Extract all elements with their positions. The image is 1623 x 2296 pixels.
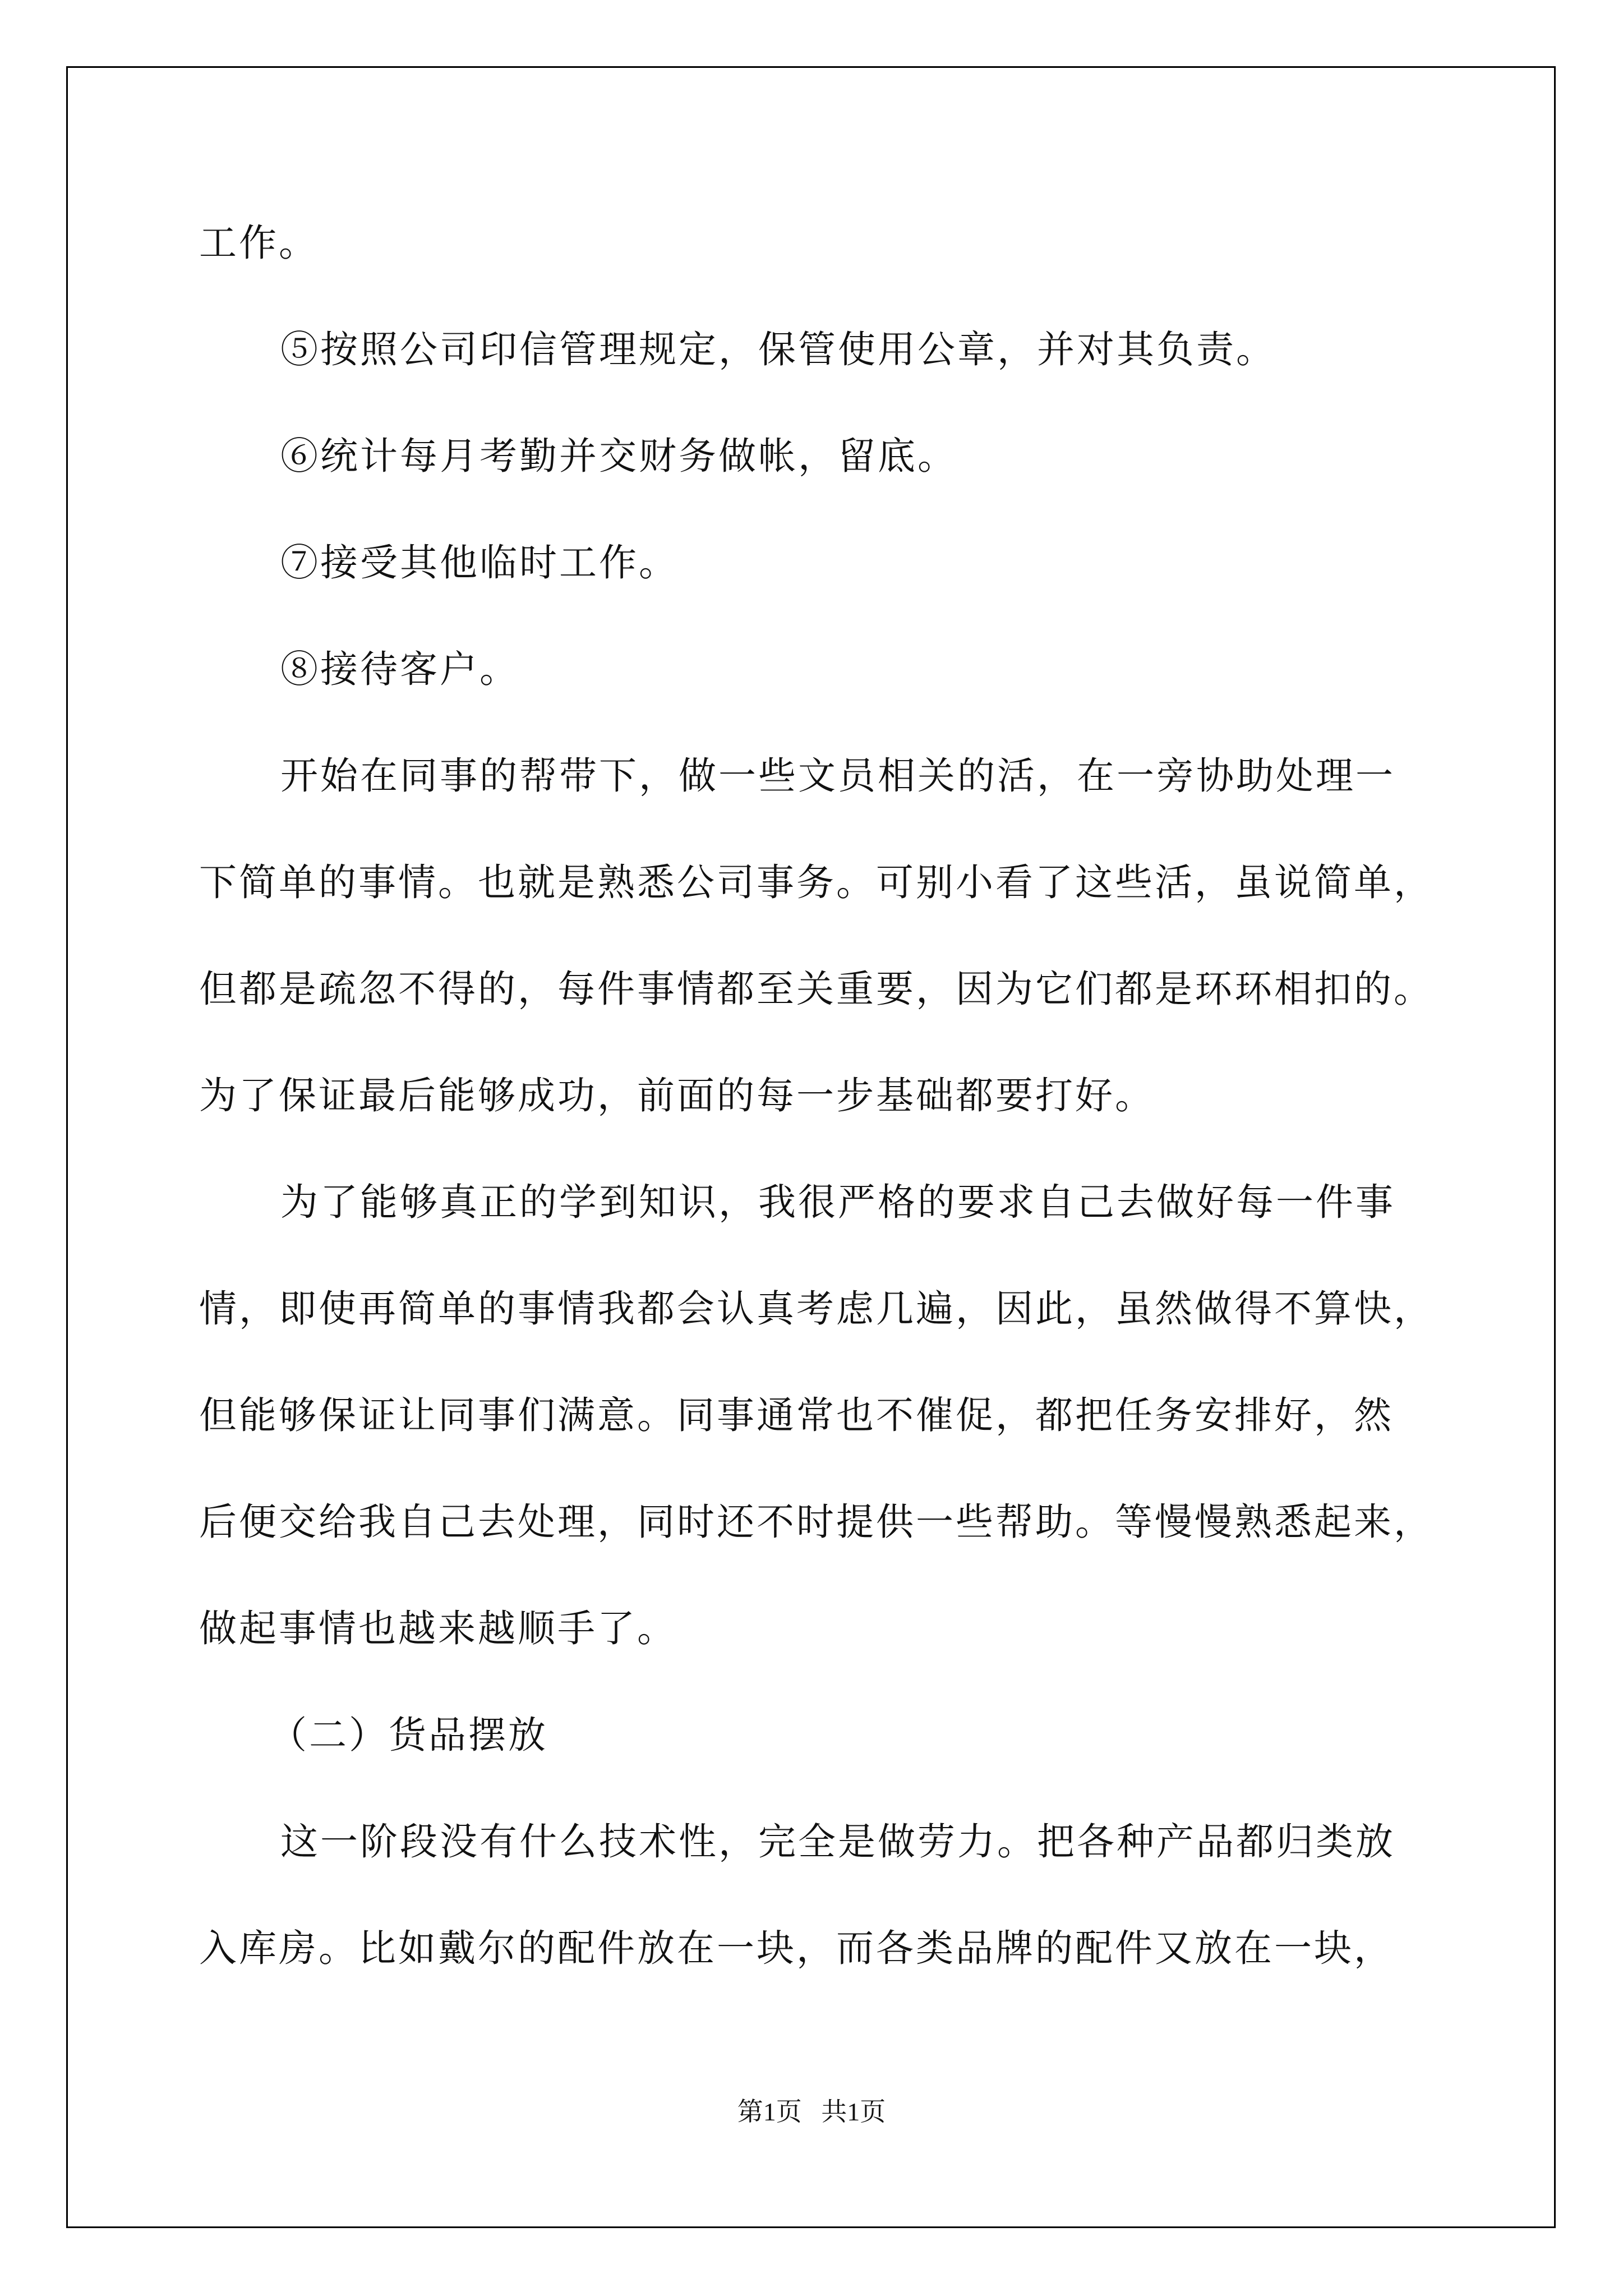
text-line: 入库房。比如戴尔的配件放在一块，而各类品牌的配件又放在一块， <box>199 1926 1394 1970</box>
page-footer <box>0 2091 1623 2128</box>
text-line: 情，即使再简单的事情我都会认真考虑几遍，因此，虽然做得不算快， <box>199 1287 1433 1331</box>
text-line: 工作。 <box>199 221 319 265</box>
text-line: 这一阶段没有什么技术性，完全是做劳力。把各种产品都归类放 <box>280 1820 1395 1864</box>
page-total: 共1页 <box>821 2097 886 2126</box>
text-line: 但都是疏忽不得的，每件事情都至关重要，因为它们都是环环相扣的。 <box>199 967 1433 1011</box>
text-line: ⑧接待客户。 <box>280 647 519 691</box>
text-line: 为了能够真正的学到知识，我很严格的要求自己去做好每一件事 <box>280 1180 1395 1224</box>
page-number: 第1页 <box>737 2097 802 2126</box>
page-border <box>66 66 1556 2228</box>
text-line: ⑤按照公司印信管理规定，保管使用公章，并对其负责。 <box>280 328 1276 371</box>
section-heading: （二）货品摆放 <box>269 1713 548 1757</box>
text-line: ⑥统计每月考勤并交财务做帐，留底。 <box>280 434 957 478</box>
text-line: ⑦接受其他临时工作。 <box>280 541 679 585</box>
text-line: 做起事情也越来越顺手了。 <box>199 1607 677 1650</box>
text-line: 后便交给我自己去处理，同时还不时提供一些帮助。等慢慢熟悉起来， <box>199 1500 1433 1544</box>
text-line: 开始在同事的帮带下，做一些文员相关的活，在一旁协助处理一 <box>280 754 1395 798</box>
text-line: 为了保证最后能够成功，前面的每一步基础都要打好。 <box>199 1074 1155 1117</box>
text-line: 下简单的事情。也就是熟悉公司事务。可别小看了这些活，虽说简单， <box>199 861 1433 904</box>
text-line: 但能够保证让同事们满意。同事通常也不催促，都把任务安排好，然 <box>199 1393 1394 1437</box>
